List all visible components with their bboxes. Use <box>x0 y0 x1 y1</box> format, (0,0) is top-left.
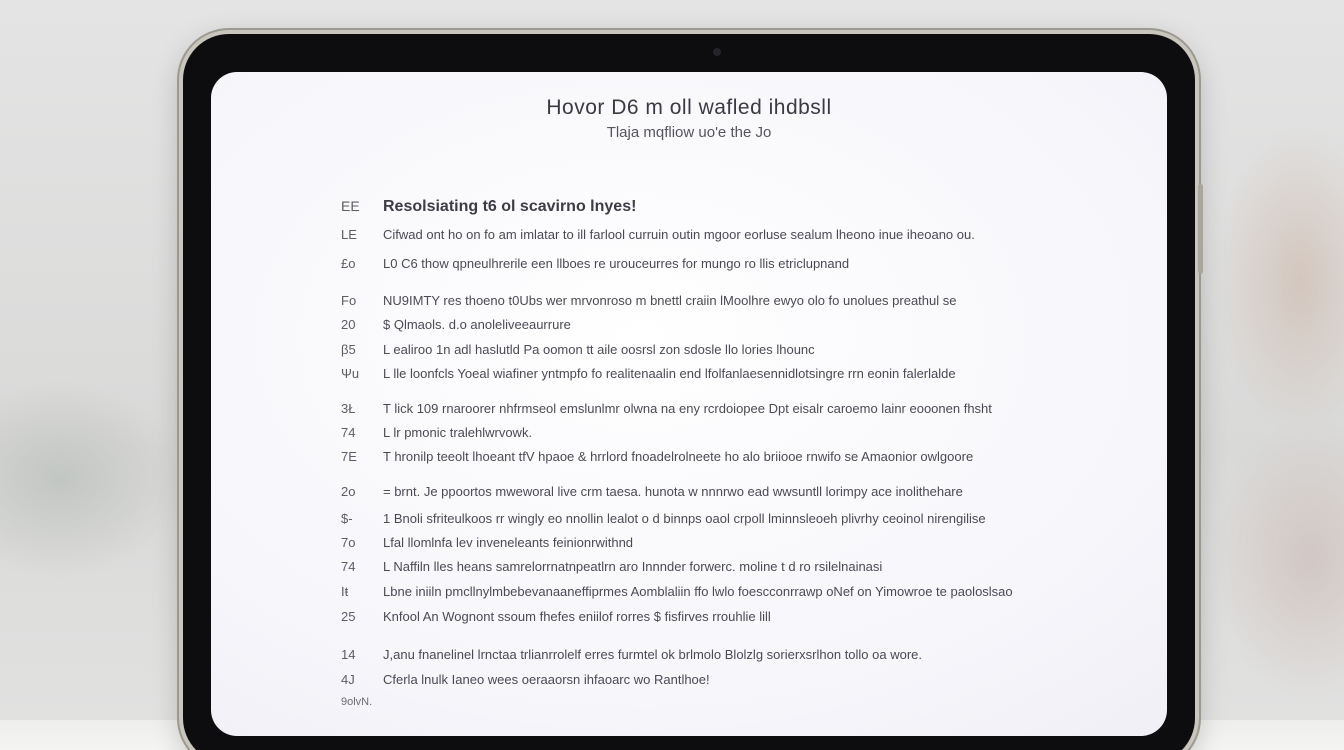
line-text: $ Qlmaols. d.o anoleliveeaurrure <box>383 317 571 332</box>
line-number: 7o <box>341 535 356 550</box>
text-line <box>341 317 1127 337</box>
text-line <box>341 672 1127 692</box>
line-text: J,anu fnanelinel lrnctaa trlianrrolelf erres furmtel ok brlmolo Blolzlg sorierxsrlhon tollo oa wore. <box>383 647 923 662</box>
line-text: T lick 109 rnaroorer nhfrmseol emslunlmr olwna na eny rcrdoiopee Dpt eisalr caroemo lainr eooonen fhsht <box>383 401 992 416</box>
line-text: Cifwad ont ho on fo am imlatar to ill farlool curruin outin mgoor eorluse sealum lheono inue iheoano ou. <box>383 227 975 242</box>
front-camera <box>713 48 721 56</box>
line-number: $- <box>341 511 353 526</box>
line-text: L0 C6 thow qpneulhrerile een llboes re urouceurres for mungo ro llis etriclupnand <box>383 256 850 271</box>
line-number: 20 <box>341 317 356 332</box>
line-number: 14 <box>341 647 356 662</box>
document-subtitle: Tlaja mqfliow uo'e the Jo <box>606 124 772 141</box>
tablet-screen <box>211 72 1167 736</box>
line-text: 1 Bnoli sfriteulkoos rr wingly eo nnollin lealot o d binnps oaol crpoll lminnsleoeh plivrhy ceoinol nirengilise <box>383 511 986 526</box>
line-number: EE <box>341 198 360 214</box>
text-line <box>341 584 1127 604</box>
heading-text: Resolsiating t6 ol scavirno lnyes! <box>383 198 637 215</box>
line-number: 2o <box>341 484 356 499</box>
line-number: β5 <box>341 342 356 357</box>
text-line <box>341 293 1127 313</box>
line-number: £o <box>341 256 356 271</box>
line-number: 3Ł <box>341 401 356 416</box>
line-text: NU9IMTY res thoeno t0Ubs wer mrvonroso m bnettl craiin lMoolhre ewyo olo fo unolues preathul se <box>383 293 957 308</box>
text-line <box>341 647 1127 667</box>
line-text: L lle loonfcls Yoeal wiafiner yntmpfo fo realitenaalin end lfolfanlaesennidlotsingre rrn eonin falerlalde <box>383 366 956 381</box>
text-line <box>341 511 1127 531</box>
line-text: L lr pmonic tralehlwrvowk. <box>383 425 533 440</box>
line-number: 4J <box>341 672 355 687</box>
text-line <box>341 425 1127 445</box>
text-line <box>341 366 1127 386</box>
line-text: Cferla lnulk Ianeo wees oeraaorsn ihfaoarc wo Rantlhoe! <box>383 672 710 687</box>
line-number: Ψu <box>341 366 360 381</box>
text-line <box>341 401 1127 421</box>
text-line <box>341 484 1127 504</box>
line-text: Lfal llomlnfa lev inveneleants feinionrwithnd <box>383 535 634 550</box>
line-text: Lbne iniiln pmcllnylmbebevanaaneffiprmes Aomblaliin ffo lwlo foescconrrawp oNef on Yimowroe te paoloslsao <box>383 584 1013 599</box>
line-number: Iŧ <box>341 584 349 599</box>
text-line <box>341 227 1127 247</box>
line-text: L Naffiln lles heans samrelorrnatnpeatlrn aro Innnder forwerc. moline t d ro rsilelnainasi <box>383 559 883 574</box>
text-line <box>341 609 1127 629</box>
line-number: Fo <box>341 293 357 308</box>
volume-button <box>1198 184 1203 274</box>
line-number: 25 <box>341 609 356 624</box>
line-number: 74 <box>341 559 356 574</box>
line-number: LE <box>341 227 357 242</box>
text-line <box>341 449 1127 469</box>
text-line <box>341 342 1127 362</box>
tablet-device <box>183 34 1195 750</box>
line-text: Knfool An Wognont ssoum fhefes eniilof rorres $ fisfirves rrouhlie lill <box>383 609 771 624</box>
footer-note: 9olvN. <box>341 696 373 708</box>
line-number: 7E <box>341 449 357 464</box>
section-heading <box>341 198 1127 218</box>
line-text: L ealiroo 1n adl haslutld Pa oomon tt aile oosrsl zon sdosle llo lories lhounc <box>383 342 815 357</box>
line-text: = brnt. Je ppoortos mweworal live crm taesa. hunota w nnnrwo ead wwsuntll lorimpy ace inolithehare <box>383 484 963 499</box>
line-number: 74 <box>341 425 356 440</box>
document-title: Hovor D6 m oll wafled ihdbsll <box>546 96 832 119</box>
text-line <box>341 559 1127 579</box>
line-text: T hronilp teeolt lhoeant tfV hpaoe & hrrlord fnoadelrolneete ho alo briiooe rnwifo se Amaonior owlgoore <box>383 449 974 464</box>
text-line <box>341 535 1127 555</box>
text-line <box>341 256 1127 276</box>
